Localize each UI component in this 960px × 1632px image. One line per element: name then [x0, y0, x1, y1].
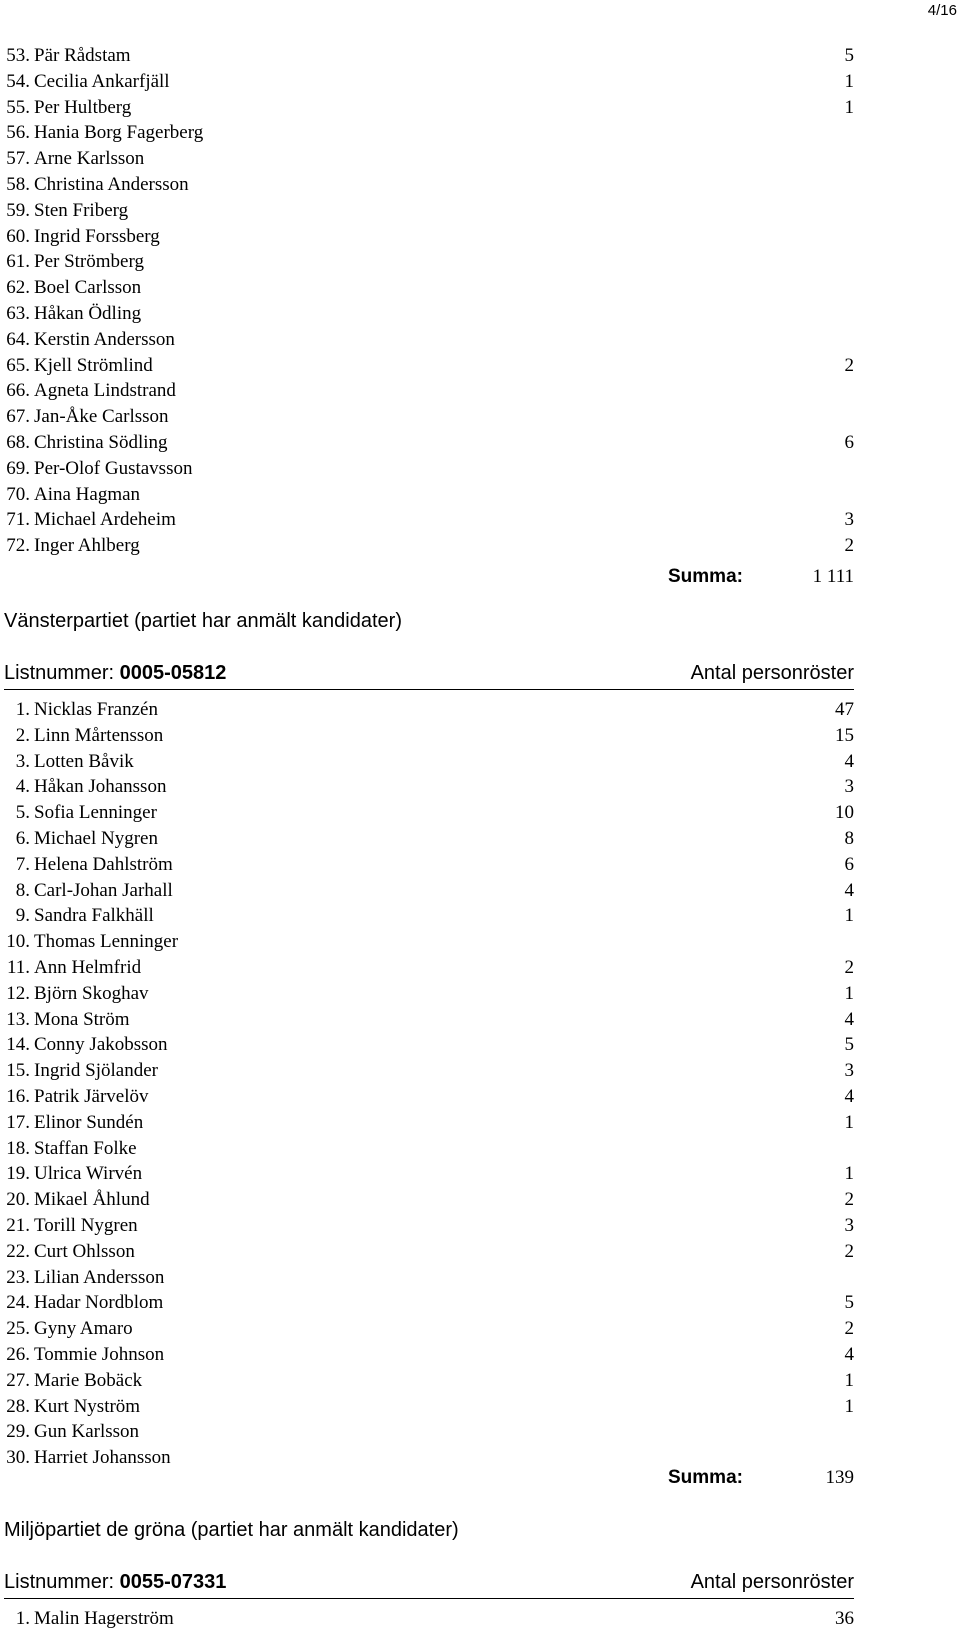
- candidate-row: [4, 1110, 854, 1136]
- candidate-row: [4, 404, 854, 430]
- candidate-row: [4, 955, 854, 981]
- candidate-number: 63.: [6, 303, 30, 324]
- party-title-vansterpartiet: Vänsterpartiet (partiet har anmält kandidater): [4, 610, 402, 632]
- candidate-name: Lilian Andersson: [34, 1266, 165, 1288]
- candidate-number: 18.: [6, 1137, 30, 1159]
- candidate-number: 71.: [6, 509, 30, 531]
- candidate-row: [4, 1187, 854, 1213]
- list-header-vansterpartiet: [4, 659, 854, 690]
- candidate-name: Staffan Folke: [34, 1137, 137, 1159]
- candidate-row: [4, 981, 854, 1007]
- candidate-number: 59.: [6, 199, 30, 221]
- candidate-name: Patrik Järvelöv: [34, 1086, 149, 1107]
- candidate-number: 6.: [15, 828, 30, 849]
- candidate-votes: 4: [844, 1008, 854, 1030]
- candidate-number: 57.: [6, 148, 30, 170]
- summa-value: 1 111: [812, 566, 854, 587]
- candidate-votes: 1: [844, 1111, 854, 1133]
- candidate-number: 60.: [6, 225, 30, 247]
- candidate-number: 23.: [6, 1266, 30, 1288]
- candidate-number: 29.: [6, 1421, 30, 1443]
- candidate-row: [4, 903, 854, 929]
- candidate-name: Harriet Johansson: [34, 1447, 171, 1469]
- candidate-row: [4, 507, 854, 533]
- candidate-row: [4, 1239, 854, 1265]
- candidate-name: Aina Hagman: [34, 483, 141, 505]
- candidate-name: Gun Karlsson: [34, 1421, 140, 1443]
- candidate-row: [4, 275, 854, 301]
- list-number: 0055-07331: [119, 1571, 227, 1593]
- candidate-number: 69.: [6, 457, 30, 479]
- candidate-name: Agneta Lindstrand: [34, 380, 176, 402]
- vansterpartiet-summa: [600, 1463, 854, 1493]
- candidate-votes: 2: [844, 1189, 854, 1211]
- candidate-row: [4, 852, 854, 878]
- candidate-number: 26.: [6, 1344, 30, 1365]
- candidate-number: 61.: [6, 251, 30, 273]
- candidate-row: [4, 69, 854, 95]
- candidate-number: 67.: [6, 406, 30, 428]
- candidate-row: [4, 1084, 854, 1110]
- candidate-name: Michael Nygren: [34, 828, 158, 849]
- candidate-row: [4, 456, 854, 482]
- candidate-name: Kurt Nyström: [34, 1395, 141, 1417]
- candidate-row: [4, 172, 854, 198]
- candidate-name: Pär Rådstam: [34, 45, 131, 66]
- candidate-votes: 2: [844, 535, 854, 557]
- candidate-votes: 1: [844, 70, 854, 92]
- party-title-miljopartiet: Miljöpartiet de gröna (partiet har anmält kandidater): [4, 1519, 459, 1541]
- votes-column-header: Antal personröster: [690, 662, 854, 684]
- candidate-number: 4.: [15, 776, 30, 798]
- candidate-row: [4, 1419, 854, 1445]
- candidate-name: Håkan Johansson: [34, 776, 167, 798]
- candidate-number: 58.: [6, 174, 30, 195]
- candidate-votes: 2: [844, 354, 854, 376]
- candidate-name: Sandra Falkhäll: [34, 905, 154, 927]
- candidate-row: [4, 1161, 854, 1187]
- candidate-row: [4, 224, 854, 250]
- candidate-name: Cecilia Ankarfjäll: [34, 70, 170, 92]
- candidate-row: [4, 533, 854, 559]
- candidate-votes: 1: [844, 905, 854, 927]
- candidate-name: Arne Karlsson: [34, 148, 145, 170]
- candidate-number: 8.: [15, 879, 30, 901]
- candidate-name: Conny Jakobsson: [34, 1034, 168, 1056]
- list-number-label: Listnummer: 0055-07331: [4, 1571, 227, 1593]
- candidate-name: Christina Södling: [34, 432, 168, 453]
- candidate-number: 27.: [6, 1369, 30, 1391]
- candidate-row: [4, 43, 854, 69]
- candidate-number: 56.: [6, 122, 30, 144]
- candidate-row: [4, 198, 854, 224]
- candidate-number: 3.: [15, 750, 30, 772]
- candidate-number: 14.: [6, 1034, 30, 1056]
- candidate-votes: 1: [844, 982, 854, 1004]
- candidate-row: [4, 249, 854, 275]
- candidate-row: [4, 1342, 854, 1368]
- candidate-row: [4, 120, 854, 146]
- candidate-number: 72.: [6, 535, 30, 557]
- candidate-row: [4, 1136, 854, 1162]
- page-number: 4/16: [927, 2, 957, 19]
- candidate-number: 25.: [6, 1318, 30, 1340]
- candidate-number: 1.: [15, 699, 30, 720]
- candidate-number: 1.: [15, 1608, 30, 1629]
- candidate-votes: 6: [844, 432, 854, 453]
- candidate-votes: 5: [844, 1034, 854, 1056]
- candidate-row: [4, 353, 854, 379]
- candidate-votes: 3: [844, 509, 854, 531]
- candidate-votes: 4: [844, 879, 854, 901]
- candidate-name: Elinor Sundén: [34, 1111, 144, 1133]
- candidate-row: [4, 1290, 854, 1316]
- candidate-row: [4, 929, 854, 955]
- candidate-votes: 3: [844, 1060, 854, 1082]
- candidate-number: 15.: [6, 1060, 30, 1082]
- candidate-number: 28.: [6, 1395, 30, 1417]
- candidate-row: [4, 327, 854, 353]
- candidate-row: [4, 1368, 854, 1394]
- candidate-row: [4, 301, 854, 327]
- candidate-votes: 2: [844, 957, 854, 978]
- candidate-name: Marie Bobäck: [34, 1369, 143, 1391]
- candidate-number: 5.: [15, 802, 30, 824]
- candidate-name: Sofia Lenninger: [34, 802, 157, 824]
- candidate-name: Ann Helmfrid: [34, 957, 142, 978]
- candidate-number: 19.: [6, 1163, 30, 1185]
- candidate-number: 16.: [6, 1086, 30, 1107]
- candidate-number: 21.: [6, 1215, 30, 1236]
- candidate-name: Gyny Amaro: [34, 1318, 133, 1340]
- candidate-number: 64.: [6, 328, 30, 350]
- candidate-number: 10.: [6, 931, 30, 953]
- candidate-votes: 47: [835, 699, 854, 720]
- candidate-votes: 3: [844, 1215, 854, 1236]
- candidate-row: [4, 723, 854, 749]
- candidate-number: 24.: [6, 1292, 30, 1314]
- summa-label: Summa:: [668, 566, 743, 587]
- candidate-number: 17.: [6, 1111, 30, 1133]
- candidate-votes: 1: [844, 1163, 854, 1185]
- candidate-row: [4, 749, 854, 775]
- candidate-votes: 4: [844, 1086, 854, 1107]
- candidate-name: Lotten Båvik: [34, 750, 134, 772]
- candidate-name: Per-Olof Gustavsson: [34, 457, 193, 479]
- candidate-number: 2.: [15, 724, 30, 746]
- candidate-votes: 4: [844, 750, 854, 772]
- candidate-row: [4, 826, 854, 852]
- summa-label: Summa:: [668, 1467, 743, 1488]
- candidate-name: Tommie Johnson: [34, 1344, 165, 1365]
- candidate-name: Per Hultberg: [34, 96, 132, 118]
- candidate-name: Carl-Johan Jarhall: [34, 879, 173, 901]
- candidate-number: 62.: [6, 277, 30, 299]
- candidate-name: Ingrid Sjölander: [34, 1060, 159, 1082]
- candidate-row: [4, 697, 854, 723]
- candidate-name: Kjell Strömlind: [34, 354, 153, 376]
- candidate-number: 68.: [6, 432, 30, 453]
- candidate-number: 66.: [6, 380, 30, 402]
- candidate-votes: 2: [844, 1318, 854, 1340]
- candidate-row: [4, 1394, 854, 1420]
- candidate-row: [4, 774, 854, 800]
- candidate-number: 70.: [6, 483, 30, 505]
- candidate-name: Inger Ahlberg: [34, 535, 140, 557]
- candidate-row: [4, 146, 854, 172]
- candidate-name: Boel Carlsson: [34, 277, 142, 299]
- candidate-row: [4, 1316, 854, 1342]
- candidate-row: [4, 378, 854, 404]
- candidate-row: [4, 1213, 854, 1239]
- candidate-votes: 3: [844, 776, 854, 798]
- candidate-name: Malin Hagerström: [34, 1608, 174, 1629]
- candidate-votes: 6: [844, 853, 854, 875]
- candidate-name: Hadar Nordblom: [34, 1292, 164, 1314]
- candidate-votes: 1: [844, 1395, 854, 1417]
- candidate-name: Michael Ardeheim: [34, 509, 176, 531]
- candidate-number: 54.: [6, 70, 30, 92]
- candidate-number: 55.: [6, 96, 30, 118]
- candidate-number: 13.: [6, 1008, 30, 1030]
- list-number: 0005-05812: [119, 662, 227, 684]
- candidate-name: Per Strömberg: [34, 251, 144, 273]
- candidate-number: 53.: [6, 45, 30, 66]
- candidate-number: 9.: [15, 905, 30, 927]
- candidate-number: 20.: [6, 1189, 30, 1211]
- candidate-number: 11.: [6, 957, 30, 978]
- candidate-name: Linn Mårtensson: [34, 724, 164, 746]
- candidate-votes: 2: [844, 1240, 854, 1262]
- candidate-votes: 10: [835, 802, 854, 824]
- candidate-row: [4, 1606, 854, 1632]
- candidate-name: Kerstin Andersson: [34, 328, 175, 350]
- candidate-votes: 36: [835, 1608, 854, 1629]
- candidate-votes: 5: [844, 1292, 854, 1314]
- votes-column-header: Antal personröster: [690, 1571, 854, 1593]
- candidate-votes: 8: [844, 828, 854, 849]
- candidate-votes: 5: [844, 45, 854, 66]
- candidate-name: Curt Ohlsson: [34, 1240, 135, 1262]
- summa-value: 139: [825, 1467, 854, 1488]
- candidate-name: Ulrica Wirvén: [34, 1163, 143, 1185]
- candidate-row: [4, 482, 854, 508]
- candidate-row: [4, 95, 854, 121]
- list-number-label: Listnummer: 0005-05812: [4, 662, 227, 684]
- candidate-votes: 4: [844, 1344, 854, 1365]
- candidate-row: [4, 878, 854, 904]
- candidate-name: Mikael Åhlund: [34, 1189, 150, 1211]
- list-header-miljopartiet: [4, 1568, 854, 1599]
- candidate-row: [4, 1058, 854, 1084]
- candidate-votes: 15: [835, 724, 854, 746]
- candidate-name: Christina Andersson: [34, 174, 189, 195]
- candidate-row: [4, 1007, 854, 1033]
- candidate-name: Nicklas Franzén: [34, 699, 158, 720]
- candidate-number: 30.: [6, 1447, 30, 1469]
- candidate-number: 12.: [6, 982, 30, 1004]
- candidate-row: [4, 430, 854, 456]
- candidate-votes: 1: [844, 1369, 854, 1391]
- candidate-name: Håkan Ödling: [34, 303, 142, 324]
- candidate-name: Helena Dahlström: [34, 853, 173, 875]
- candidate-name: Ingrid Forssberg: [34, 225, 160, 247]
- candidate-name: Torill Nygren: [34, 1215, 138, 1236]
- candidate-name: Sten Friberg: [34, 199, 129, 221]
- candidate-number: 22.: [6, 1240, 30, 1262]
- candidate-name: Björn Skoghav: [34, 982, 149, 1004]
- candidate-row: [4, 1032, 854, 1058]
- candidate-name: Jan-Åke Carlsson: [34, 406, 169, 428]
- candidate-number: 7.: [15, 853, 30, 875]
- candidate-votes: 1: [844, 96, 854, 118]
- previous-list-summa: [600, 562, 854, 592]
- candidate-name: Thomas Lenninger: [34, 931, 179, 953]
- candidate-row: [4, 800, 854, 826]
- candidate-number: 65.: [6, 354, 30, 376]
- candidate-name: Hania Borg Fagerberg: [34, 122, 204, 144]
- candidate-name: Mona Ström: [34, 1008, 130, 1030]
- candidate-row: [4, 1265, 854, 1291]
